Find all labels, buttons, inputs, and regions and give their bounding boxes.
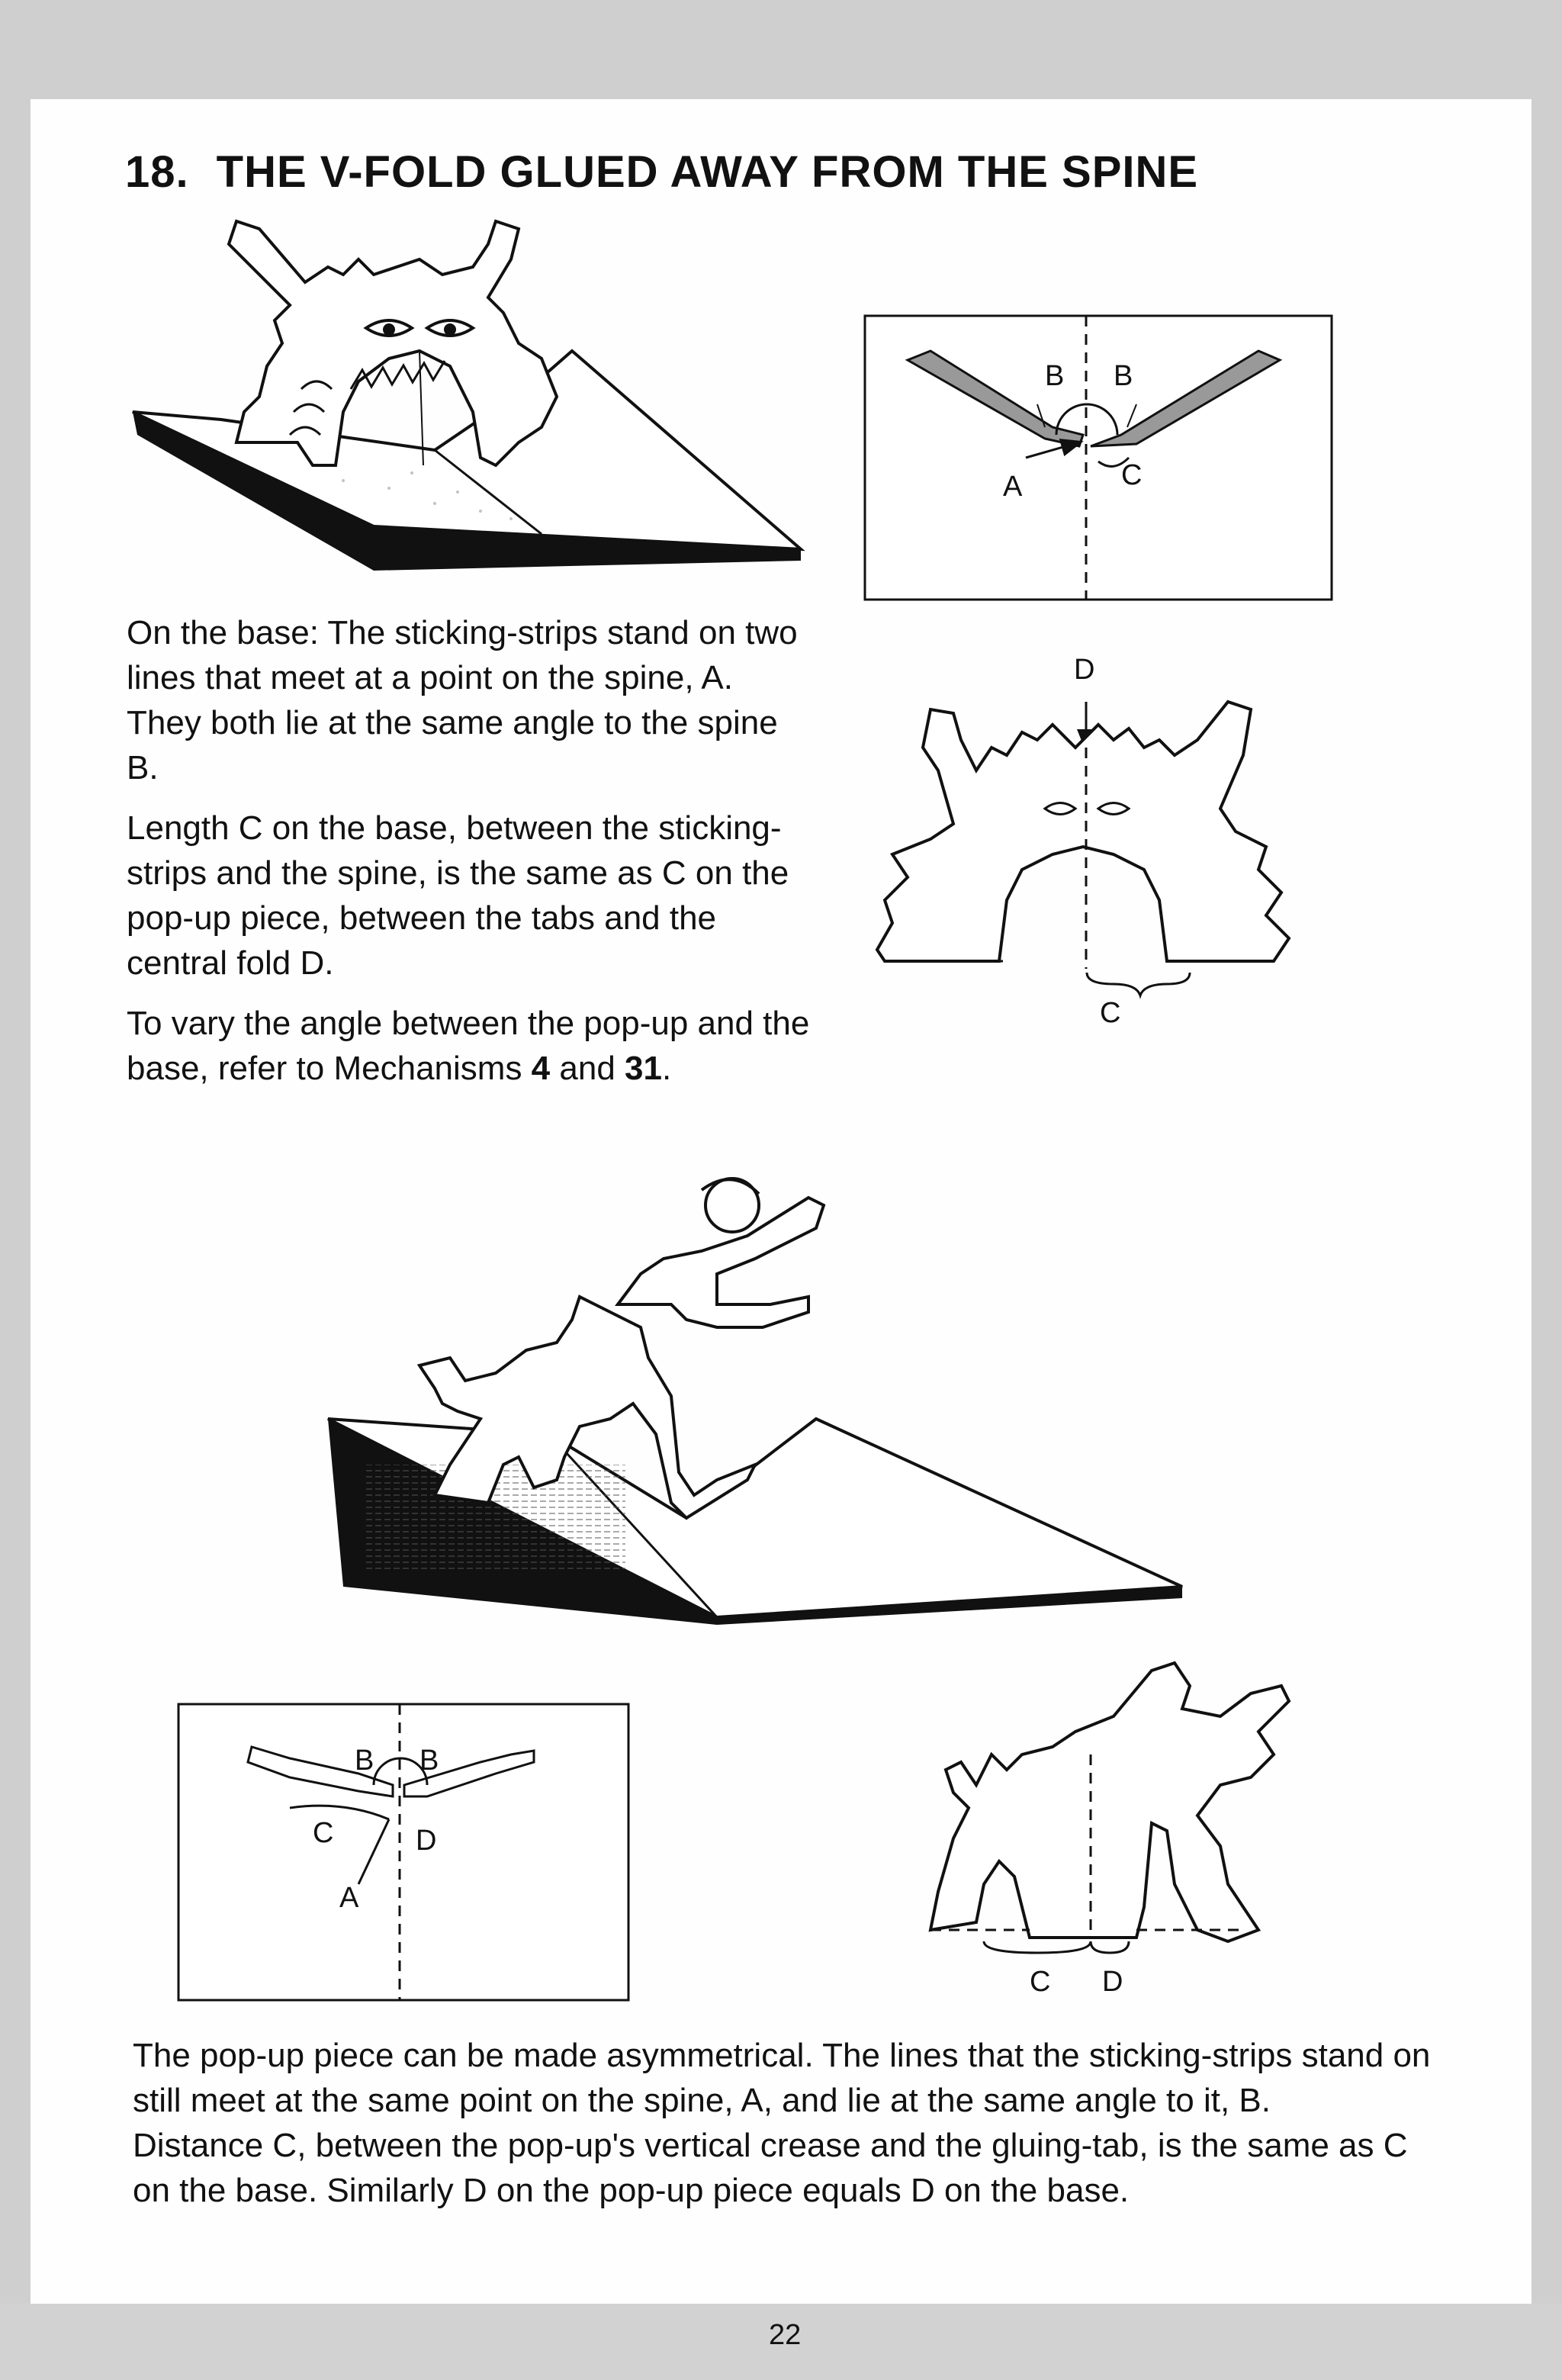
paragraph-distance-c: Distance C, between the pop-up's vertical crease and the gluing-tab, is the same as C on the base. Similarly D on the pop-up piece equals D on the base.	[133, 2127, 1408, 2209]
label-c: C	[1030, 1966, 1051, 1998]
label-b-left: B	[1045, 360, 1065, 392]
top-base-diagram	[862, 313, 1335, 603]
label-a: A	[339, 1882, 359, 1914]
label-d: D	[416, 1825, 437, 1857]
label-a: A	[1003, 471, 1023, 503]
top-text-block	[127, 610, 813, 1091]
label-c: C	[313, 1817, 334, 1849]
paragraph-sticking-strips: On the base: The sticking-strips stand on two lines that meet at a point on the spine, A. They both lie at the same angle to the spine B.	[127, 614, 798, 786]
section-title	[125, 146, 1198, 198]
label-b-right: B	[1114, 360, 1133, 392]
page-number: 22	[769, 2319, 802, 2351]
label-c: C	[1100, 997, 1121, 1029]
dog-and-man-popup-illustration	[320, 1175, 1197, 1632]
label-d: D	[1074, 654, 1095, 686]
section-heading: THE V-FOLD GLUED AWAY FROM THE SPINE	[216, 147, 1199, 197]
section-number: 18.	[125, 147, 189, 197]
label-c: C	[1121, 459, 1143, 491]
paragraph-vary-angle: To vary the angle between the pop-up and the base, refer to Mechanisms 4 and 31.	[127, 1005, 810, 1087]
bottom-text-block	[133, 2033, 1445, 2213]
paragraph-length-c: Length C on the base, between the sticking-strips and the spine, is the same as C on the pop-up piece, between the tabs and the central fold D.	[127, 809, 789, 982]
mechanism-link-4[interactable]: 4	[531, 1050, 551, 1087]
bottom-piece-diagram	[923, 1655, 1319, 1999]
label-b-left: B	[355, 1745, 374, 1777]
bottom-base-diagram	[175, 1701, 633, 2006]
label-d: D	[1102, 1966, 1123, 1998]
top-piece-diagram	[869, 641, 1297, 1029]
monster-popup-illustration	[114, 214, 816, 610]
paragraph-asymmetrical: The pop-up piece can be made asymmetrical. The lines that the sticking-strips stand on still meet at the same point on the spine, A, and lie at the same angle to it, B.	[133, 2037, 1431, 2119]
mechanism-link-31[interactable]: 31	[625, 1050, 662, 1087]
label-b-right: B	[419, 1745, 439, 1777]
